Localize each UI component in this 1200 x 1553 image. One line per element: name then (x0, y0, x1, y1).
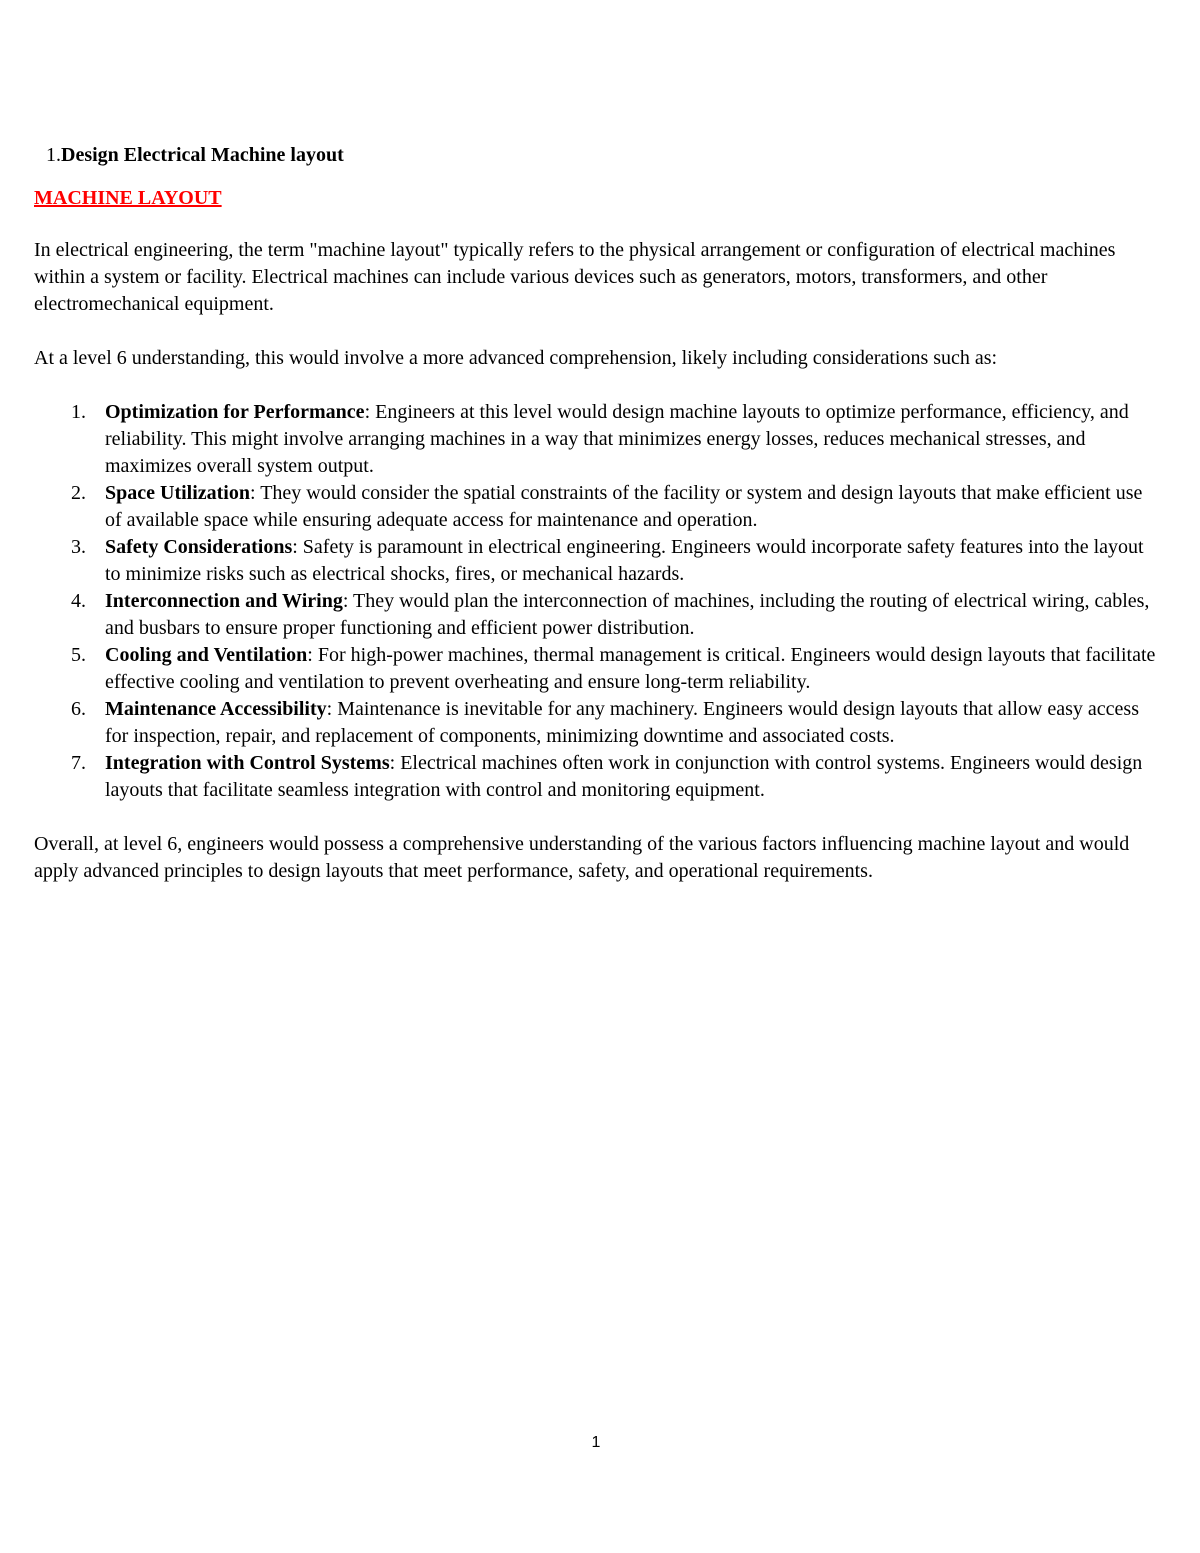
list-item (34, 750, 1164, 804)
lead-in-paragraph: At a level 6 understanding, this would involve a more advanced comprehension, likely including considerations such as: (34, 347, 998, 369)
list-item (34, 480, 1164, 534)
list-item-text: : They would consider the spatial constraints of the facility or system and design layouts that make efficient use of available space while ensuring adequate access for maintenance and operation. (105, 482, 1143, 531)
list-item-term: Space Utilization (105, 482, 250, 504)
list-item-term: Optimization for Performance (105, 401, 365, 423)
list-item-term: Integration with Control Systems (105, 752, 390, 774)
list-item-number: 7. (71, 752, 86, 774)
list-item (34, 642, 1164, 696)
conclusion-paragraph: Overall, at level 6, engineers would possess a comprehensive understanding of the various factors influencing machine layout and would apply advanced principles to design layouts that meet performance, safety, and operational requirements. (34, 833, 1130, 882)
page-content (34, 142, 1164, 912)
list-item-number: 1. (71, 401, 86, 423)
list-item-number: 3. (71, 536, 86, 558)
section-heading: MACHINE LAYOUT (34, 187, 222, 209)
list-item-text: : Electrical machines often work in conjunction with control systems. Engineers would design layouts that facilitate seamless integration with control and monitoring equipment. (105, 752, 1143, 801)
list-item-text: : For high-power machines, thermal management is critical. Engineers would design layouts that facilitate effective cooling and ventilation to prevent overheating and ensure long-term reliability. (105, 644, 1156, 693)
list-item-text: : Maintenance is inevitable for any machinery. Engineers would design layouts that allow easy access for inspection, repair, and replacement of components, minimizing downtime and associated costs. (105, 698, 1139, 747)
list-item (34, 696, 1164, 750)
page-number: 1 (591, 1434, 601, 1451)
document-title (46, 142, 1164, 169)
intro-paragraph: In electrical engineering, the term "machine layout" typically refers to the physical arrangement or configuration of electrical machines within a system or facility. Electrical machines can include various devices such as generators, motors, transformers, and other electromechanical equipment. (34, 239, 1116, 315)
list-item-number: 4. (71, 590, 86, 612)
list-item-number: 2. (71, 482, 86, 504)
list-item-term: Interconnection and Wiring (105, 590, 343, 612)
list-item (34, 588, 1164, 642)
document-title-text: Design Electrical Machine layout (61, 144, 344, 166)
list-item-term: Cooling and Ventilation (105, 644, 308, 666)
list-item (34, 399, 1164, 480)
list-item-term: Maintenance Accessibility (105, 698, 327, 720)
list-item-number: 6. (71, 698, 86, 720)
list-item (34, 534, 1164, 588)
list-item-text: : Safety is paramount in electrical engineering. Engineers would incorporate safety features into the layout to minimize risks such as electrical shocks, fires, or mechanical hazards. (105, 536, 1144, 585)
list-item-term: Safety Considerations (105, 536, 293, 558)
factors-list (34, 399, 1164, 804)
document-title-number: 1. (46, 144, 61, 166)
list-item-text: : Engineers at this level would design machine layouts to optimize performance, efficiency, and reliability. This might involve arranging machines in a way that minimizes energy losses, reduces mechanical stresses, and maximizes overall system output. (105, 401, 1129, 477)
list-item-number: 5. (71, 644, 86, 666)
list-item-text: : They would plan the interconnection of machines, including the routing of electrical wiring, cables, and busbars to ensure proper functioning and efficient power distribution. (105, 590, 1150, 639)
